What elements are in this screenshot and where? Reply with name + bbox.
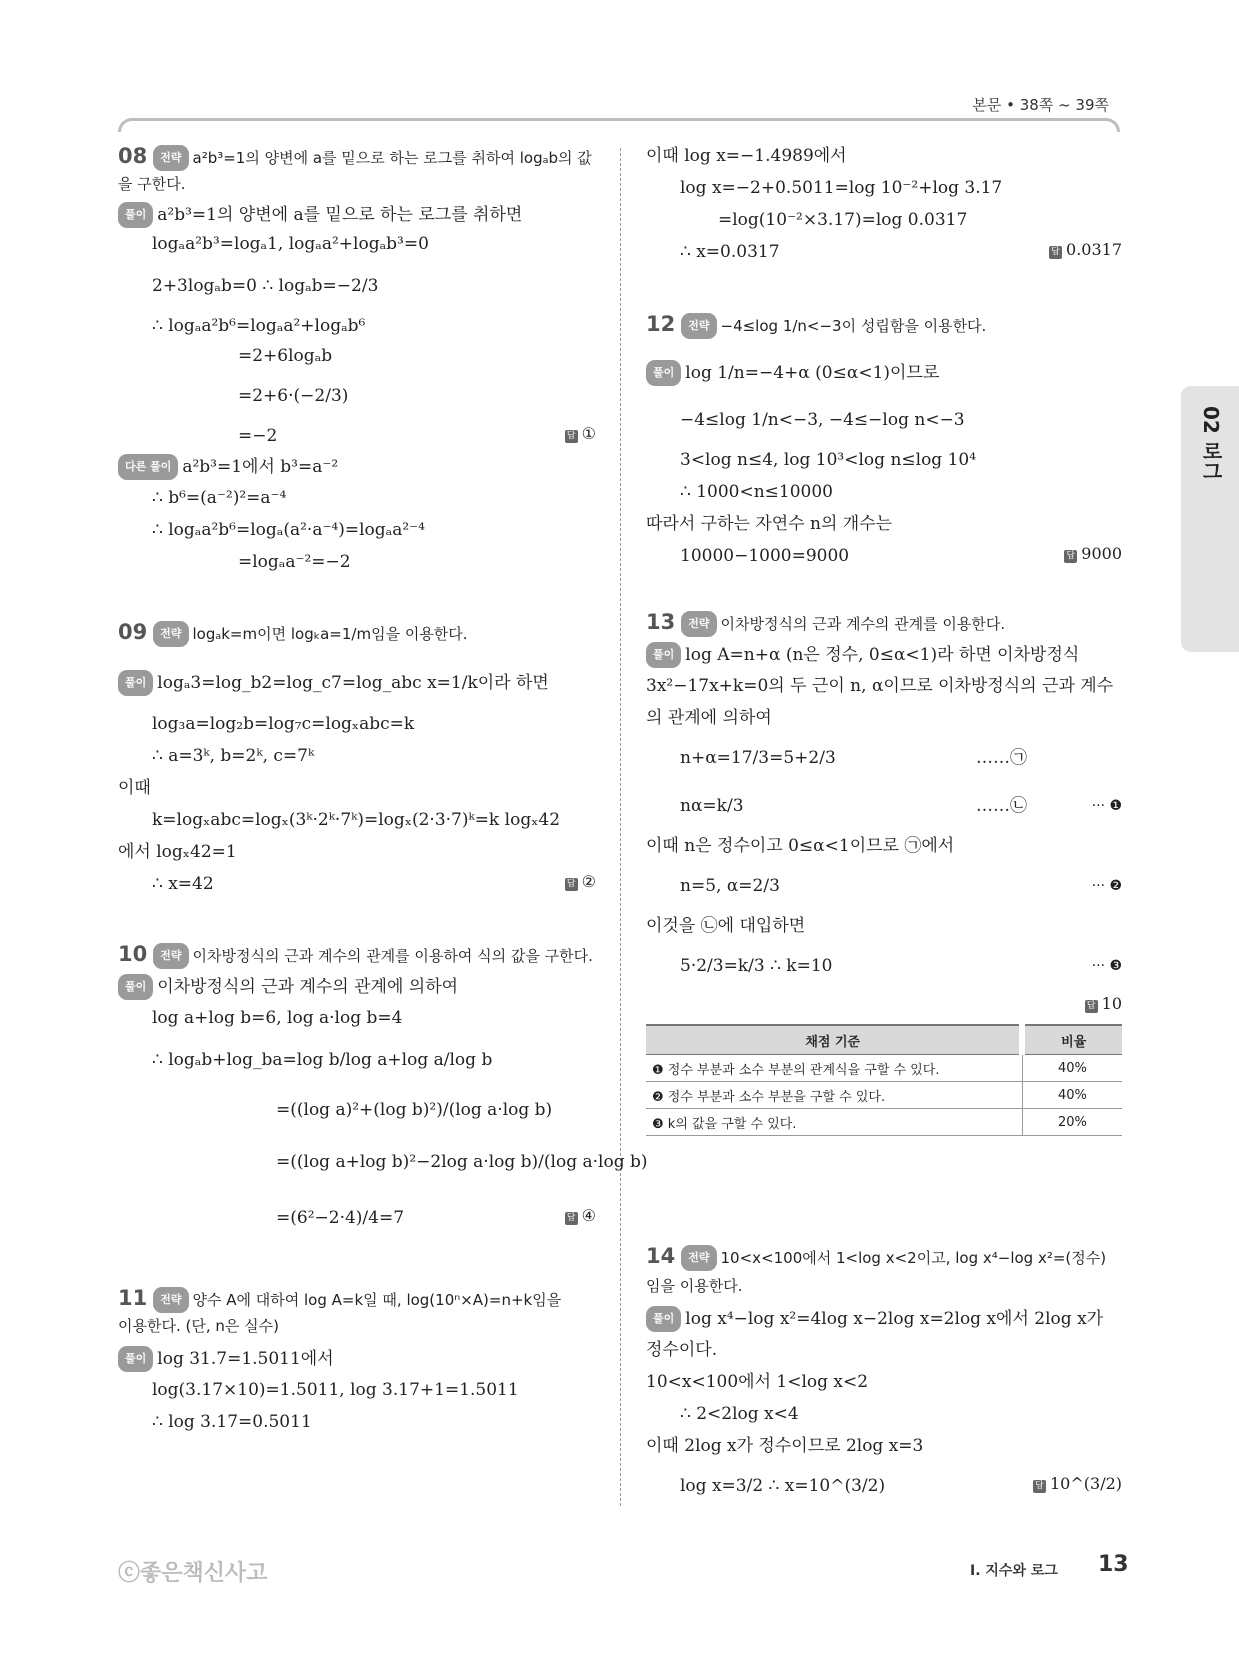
math-line: =2+6·(−2/3) [238, 386, 349, 406]
math-line: logₐa²b³=logₐ1, logₐa²+logₐb³=0 [152, 234, 429, 254]
math-line: 이때 log x=−1.4989에서 [646, 146, 847, 166]
math-line: 5·2/3=k/3 ∴ k=10 [680, 956, 833, 976]
math-line: a²b³=1에서 b³=a⁻² [182, 457, 339, 477]
problem-number: 08 [118, 144, 148, 168]
strategy-badge: 전략 [681, 611, 716, 637]
math-line: 이때 [118, 778, 151, 798]
strategy-text: 이차방정식의 근과 계수의 관계를 이용하여 식의 값을 구한다. [192, 947, 593, 965]
step-marker: ··· ❸ [1091, 958, 1122, 974]
math-line: 이때 n은 정수이고 0≤α<1이므로 ㉠에서 [646, 836, 955, 856]
answer [1064, 544, 1122, 563]
math-line: log a+log b=6, log a·log b=4 [152, 1008, 403, 1028]
math-line: ∴ x=42 [152, 874, 214, 894]
chapter-side-tab [1181, 386, 1239, 652]
answer-value: ② [581, 872, 596, 891]
math-line: ∴ logₐb+log_ba=log b/log a+log a/log b [152, 1050, 493, 1070]
strategy-text-cont: 이용한다. (단, n은 실수) [118, 1317, 279, 1335]
answer-value: ④ [581, 1206, 596, 1225]
problem-number: 11 [118, 1286, 148, 1310]
solution-intro: log 31.7=1.5011에서 [157, 1349, 334, 1369]
problem-number: 09 [118, 620, 148, 644]
math-line: 10<x<100에서 1<log x<2 [646, 1372, 869, 1392]
solution-badge: 풀이 [118, 974, 153, 1000]
math-line: =((log a+log b)²−2log a·log b)/(log a·log b) [276, 1152, 648, 1172]
answer-icon: 답 [565, 1212, 578, 1225]
solution-intro: logₐ3=log_b2=log_c7=log_abc x=1/k이라 하면 [157, 673, 549, 693]
math-line: log(3.17×10)=1.5011, log 3.17+1=1.5011 [152, 1380, 519, 1400]
answer-icon: 답 [1064, 550, 1077, 563]
chapter-tab-label: 02 로그 [1199, 406, 1223, 481]
table-row [646, 1082, 1122, 1109]
step-marker: ··· ❷ [1091, 878, 1122, 894]
answer-value: 0.0317 [1066, 240, 1122, 259]
strategy-text-cont: 을 구한다. [118, 175, 186, 193]
math-line: 3<log n≤4, log 10³<log n≤log 10⁴ [680, 450, 977, 470]
math-line: =−2 [238, 426, 278, 446]
answer [1033, 1474, 1122, 1493]
table-header-row [646, 1025, 1122, 1055]
problem-number: 13 [646, 610, 676, 634]
solution-badge: 풀이 [646, 642, 681, 668]
alt-solution-badge: 다른 풀이 [118, 454, 178, 480]
column-header-criteria: 채점 기준 [646, 1025, 1022, 1055]
strategy-text: 10<x<100에서 1<log x<2이고, log x⁴−log x²=(정수) [720, 1249, 1107, 1267]
answer [565, 872, 596, 891]
solution-intro: 이차방정식의 근과 계수의 관계에 의하여 [157, 977, 459, 997]
strategy-badge: 전략 [153, 943, 188, 969]
answer-value: 10^(3/2) [1050, 1474, 1122, 1493]
solution-badge: 풀이 [646, 360, 681, 386]
solution-intro: log x⁴−log x²=4log x−2log x=2log x에서 2log x가 [685, 1309, 1104, 1329]
answer-value: ① [581, 424, 596, 443]
strategy-badge: 전략 [153, 1287, 188, 1313]
answer-icon: 답 [1049, 246, 1062, 259]
answer [1085, 994, 1122, 1013]
math-line: 따라서 구하는 자연수 n의 개수는 [646, 514, 893, 534]
solution-badge: 풀이 [118, 670, 153, 696]
footer-chapter: Ⅰ. 지수와 로그 [970, 1563, 1058, 1579]
solution-badge: 풀이 [118, 1346, 153, 1372]
math-line: 10000−1000=9000 [680, 546, 850, 566]
math-line: ∴ logₐa²b⁶=logₐa²+logₐb⁶ [152, 316, 366, 336]
column-header-rate: 비율 [1022, 1025, 1122, 1055]
math-line: ∴ 2<2log x<4 [680, 1404, 799, 1424]
math-line: log₃a=log₂b=log₇c=logₓabc=k [152, 714, 415, 734]
math-line: 이것을 ㉡에 대입하면 [646, 916, 806, 936]
solution-intro: a²b³=1의 양변에 a를 밑으로 하는 로그를 취하면 [157, 205, 523, 225]
strategy-text: −4≤log 1/n<−3이 성립함을 이용한다. [720, 317, 987, 335]
solution-intro: log A=n+α (n은 정수, 0≤α<1)라 하면 이차방정식 [685, 645, 1080, 665]
solution-badge: 풀이 [646, 1306, 681, 1332]
rate-cell: 40% [1022, 1082, 1122, 1109]
strategy-badge: 전략 [681, 313, 716, 339]
answer [1049, 240, 1122, 259]
strategy-text: logₐk=m이면 logₖa=1/m임을 이용한다. [192, 625, 468, 643]
criteria-cell: ❸ k의 값을 구할 수 있다. [646, 1109, 1022, 1136]
math-line: =2+6logₐb [238, 346, 333, 366]
rate-cell: 20% [1022, 1109, 1122, 1136]
strategy-text-cont: 임을 이용한다. [646, 1277, 743, 1295]
strategy-badge: 전략 [153, 621, 188, 647]
grading-table [646, 1024, 1122, 1136]
rate-cell: 40% [1022, 1055, 1122, 1082]
answer [565, 424, 596, 443]
equation-marker: ……㉠ [976, 748, 1027, 768]
table-row [646, 1109, 1122, 1136]
math-line: ∴ log 3.17=0.5011 [152, 1412, 312, 1432]
equation-marker: ……㉡ [976, 796, 1027, 816]
answer-icon: 답 [1085, 1000, 1098, 1013]
solution-badge: 풀이 [118, 202, 153, 228]
answer-icon: 답 [1033, 1480, 1046, 1493]
table-row [646, 1055, 1122, 1082]
answer-value: 9000 [1081, 544, 1122, 563]
criteria-cell: ❷ 정수 부분과 소수 부분을 구할 수 있다. [646, 1082, 1022, 1109]
math-line: 2+3logₐb=0 ∴ logₐb=−2/3 [152, 276, 379, 296]
page-reference: 본문 • 38쪽 ~ 39쪽 [972, 96, 1109, 114]
math-line: ∴ logₐa²b⁶=logₐ(a²·a⁻⁴)=logₐa²⁻⁴ [152, 520, 425, 540]
math-line: ∴ x=0.0317 [680, 242, 780, 262]
column-divider [620, 148, 621, 1506]
strategy-text: 양수 A에 대하여 log A=k일 때, log(10ⁿ×A)=n+k임을 [192, 1291, 562, 1309]
math-line: log x=3/2 ∴ x=10^(3/2) [680, 1476, 886, 1496]
page-number: 13 [1098, 1552, 1129, 1577]
math-line: =(6²−2·4)/4=7 [276, 1208, 405, 1228]
math-line: =logₐa⁻²=−2 [238, 552, 351, 572]
math-line: 에서 logₓ42=1 [118, 842, 237, 862]
math-line: 의 관계에 의하여 [646, 708, 772, 728]
problem-number: 12 [646, 312, 676, 336]
problem-number: 10 [118, 942, 148, 966]
math-line: =((log a)²+(log b)²)/(log a·log b) [276, 1100, 553, 1120]
strategy-badge: 전략 [153, 145, 188, 171]
criteria-cell: ❶ 정수 부분과 소수 부분의 관계식을 구할 수 있다. [646, 1055, 1022, 1082]
strategy-text: 이차방정식의 근과 계수의 관계를 이용한다. [720, 615, 1006, 633]
math-line: n+α=17/3=5+2/3 [680, 748, 836, 768]
math-line: −4≤log 1/n<−3, −4≤−log n<−3 [680, 410, 965, 430]
answer-icon: 답 [565, 430, 578, 443]
math-line: 3x²−17x+k=0의 두 근이 n, α이므로 이차방정식의 근과 계수 [646, 676, 1114, 696]
top-rule [118, 118, 1120, 132]
answer-value: 10 [1101, 994, 1122, 1013]
math-line: 정수이다. [646, 1340, 718, 1360]
math-line: nα=k/3 [680, 796, 744, 816]
strategy-badge: 전략 [681, 1245, 716, 1271]
math-line: =log(10⁻²×3.17)=log 0.0317 [718, 210, 968, 230]
step-marker: ··· ❶ [1091, 798, 1122, 814]
math-line: ∴ 1000<n≤10000 [680, 482, 833, 502]
answer-icon: 답 [565, 878, 578, 891]
answer [565, 1206, 596, 1225]
math-line: 이때 2log x가 정수이므로 2log x=3 [646, 1436, 924, 1456]
problem-number: 14 [646, 1244, 676, 1268]
publisher-logo: ⓒ좋은책신사고 [118, 1561, 268, 1586]
math-line: n=5, α=2/3 [680, 876, 780, 896]
strategy-text: a²b³=1의 양변에 a를 밑으로 하는 로그를 취하여 logₐb의 값 [192, 149, 592, 167]
math-line: k=logₓabc=logₓ(3ᵏ·2ᵏ·7ᵏ)=logₓ(2·3·7)ᵏ=k logₓ42 [152, 810, 561, 830]
math-line: ∴ a=3ᵏ, b=2ᵏ, c=7ᵏ [152, 746, 315, 766]
math-line: log x=−2+0.5011=log 10⁻²+log 3.17 [680, 178, 1003, 198]
math-line: ∴ b⁶=(a⁻²)²=a⁻⁴ [152, 488, 287, 508]
solution-intro: log 1/n=−4+α (0≤α<1)이므로 [685, 363, 940, 383]
